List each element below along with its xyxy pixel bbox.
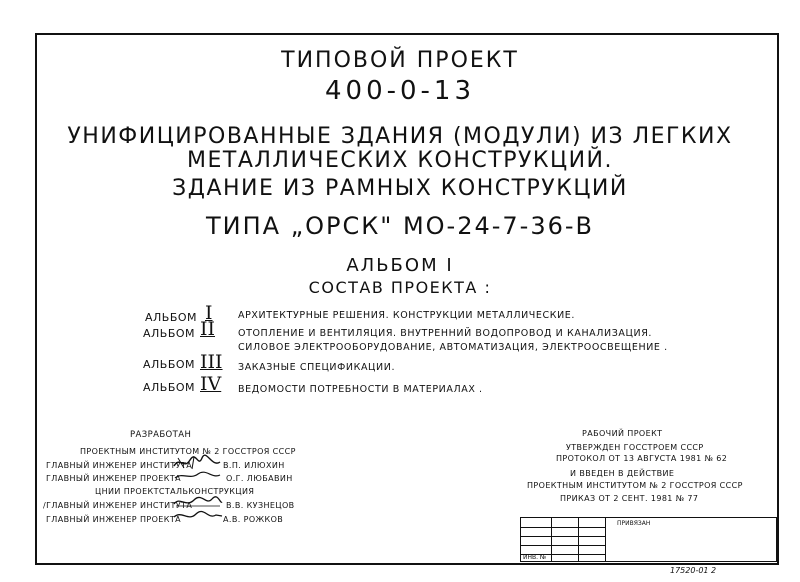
album-1-label: АЛЬБОМ xyxy=(145,311,198,324)
approval-line-5: ПРОЕКТНЫМ ИНСТИТУТОМ № 2 ГОССТРОЯ СССР xyxy=(527,481,743,490)
album-2-text-2: СИЛОВОЕ ЭЛЕКТРООБОРУДОВАНИЕ, АВТОМАТИЗАЦИЯ, ЭЛЕКТРООСВЕЩЕНИЕ . xyxy=(238,342,668,353)
project-type: ТИПОВОЙ ПРОЕКТ xyxy=(281,48,519,73)
stamp-inv-label: ИНВ. № xyxy=(523,554,547,561)
album-4-text: ВЕДОМОСТИ ПОТРЕБНОСТИ В МАТЕРИАЛАХ . xyxy=(238,384,483,395)
sheet-reference: 17520-01 2 xyxy=(670,566,717,575)
chief-engineer-role: ГЛАВНЫЙ ИНЖЕНЕР ИНСТИТУТА xyxy=(46,461,193,470)
chief-engineer-name: В.П. ИЛЮХИН xyxy=(223,461,285,470)
title-line-1: УНИФИЦИРОВАННЫЕ ЗДАНИЯ (МОДУЛИ) ИЗ ЛЕГКИХ xyxy=(67,124,733,149)
title-line-3: ЗДАНИЕ ИЗ РАМНЫХ КОНСТРУКЦИЙ xyxy=(172,176,628,201)
album-4-number: IV xyxy=(200,373,222,395)
album-3-text: ЗАКАЗНЫЕ СПЕЦИФИКАЦИИ. xyxy=(238,362,396,373)
chief-engineer2-role: /ГЛАВНЫЙ ИНЖЕНЕР ИНСТИТУТА xyxy=(43,501,193,510)
approval-line-3: ПРОТОКОЛ ОТ 13 АВГУСТА 1981 № 62 xyxy=(556,454,728,463)
project-engineer-name: О.Г. ЛЮБАВИН xyxy=(226,474,293,483)
title-block-stamp xyxy=(520,517,777,562)
album-4-label: АЛЬБОМ xyxy=(143,381,196,394)
developed-heading: РАЗРАБОТАН xyxy=(130,430,192,440)
project-number: 400-0-13 xyxy=(324,76,475,106)
album-1-number: I xyxy=(205,302,213,324)
approval-line-2: УТВЕРЖДЕН ГОССТРОЕМ СССР xyxy=(566,443,704,452)
album-3-number: III xyxy=(200,351,223,373)
project-engineer-role: ГЛАВНЫЙ ИНЖЕНЕР ПРОЕКТА xyxy=(46,474,181,483)
approval-line-1: РАБОЧИЙ ПРОЕКТ xyxy=(582,429,663,438)
stamp-bound-label: ПРИВЯЗАН xyxy=(617,520,651,527)
album-1-text: АРХИТЕКТУРНЫЕ РЕШЕНИЯ. КОНСТРУКЦИИ МЕТАЛЛИЧЕСКИЕ. xyxy=(238,310,576,321)
approval-line-4: И ВВЕДЕН В ДЕЙСТВИЕ xyxy=(570,469,675,478)
signature-4-icon xyxy=(172,508,224,524)
album-2-text-1: ОТОПЛЕНИЕ И ВЕНТИЛЯЦИЯ. ВНУТРЕННИЙ ВОДОПРОВОД И КАНАЛИЗАЦИЯ. xyxy=(238,328,653,339)
composition-title: СОСТАВ ПРОЕКТА : xyxy=(308,278,492,297)
chief-engineer2-name: В.В. КУЗНЕЦОВ xyxy=(226,501,295,510)
album-2-number: II xyxy=(200,318,216,340)
second-institute: ЦНИИ ПРОЕКТСТАЛЬКОНСТРУКЦИЯ xyxy=(95,487,255,496)
project-engineer2-role: ГЛАВНЫЙ ИНЖЕНЕР ПРОЕКТА xyxy=(46,515,181,524)
title-line-2: МЕТАЛЛИЧЕСКИХ КОНСТРУКЦИЙ. xyxy=(187,148,613,173)
title-line-4: ТИПА „ОРСК" МО-24-7-36-В xyxy=(205,212,595,240)
album-heading: АЛЬБОМ I xyxy=(346,255,454,276)
album-3-label: АЛЬБОМ xyxy=(143,358,196,371)
album-2-label: АЛЬБОМ xyxy=(143,327,196,340)
signature-2-icon xyxy=(172,470,222,482)
project-engineer2-name: А.В. РОЖКОВ xyxy=(223,515,284,524)
approval-line-6: ПРИКАЗ ОТ 2 СЕНТ. 1981 № 77 xyxy=(560,494,699,503)
developed-institute: ПРОЕКТНЫМ ИНСТИТУТОМ № 2 ГОССТРОЯ СССР xyxy=(80,447,296,456)
